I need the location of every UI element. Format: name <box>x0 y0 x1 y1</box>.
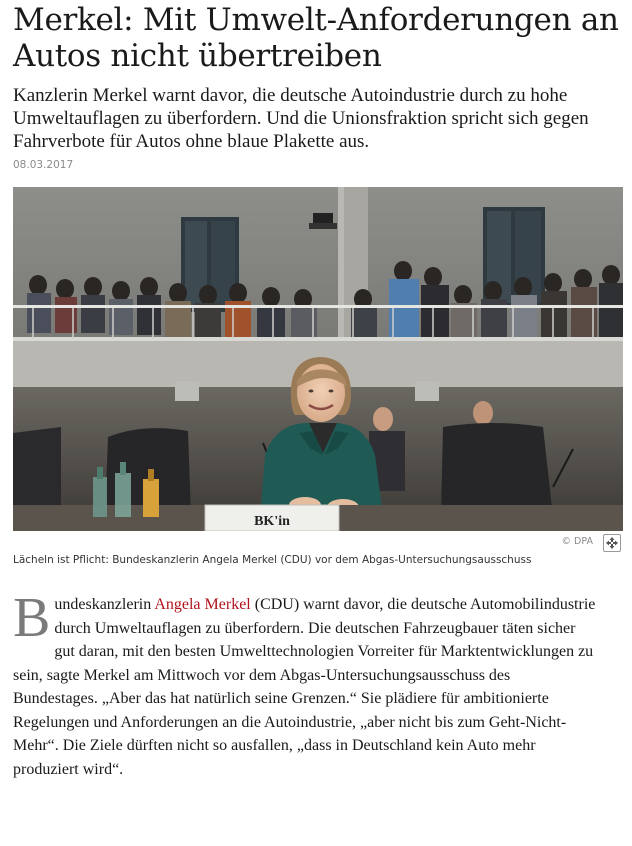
body-lead: undeskanzlerin <box>54 596 155 613</box>
publish-date: 08.03.2017 <box>13 159 74 171</box>
photo-illustration <box>13 187 623 531</box>
nameplate-text: BK'in <box>254 514 290 529</box>
article-body <box>13 587 598 781</box>
article <box>13 0 623 781</box>
article-photo[interactable] <box>13 187 623 531</box>
dropcap: B <box>13 587 51 649</box>
body-rest: (CDU) warnt davor, die deutsche Automobilindustrie durch Umweltauflagen zu überfordern. Die deutschen Fahrzeugbauer täten sicher gut daran, mit den besten Umwelttechnologien Vorreiter für Marktentwicklungen zu sein, sagte Merkel am Mittwoch vor dem Abgas-Untersuchungsausschuss des Bundestages. „Aber das hat natürlich seine Grenzen.“ Sie plädiere für ambitionierte Regelungen und Anforderungen an die Autoindustrie, „aber nicht bis zum Geht-Nicht-Mehr“. Die Ziele dürften nicht so ausfallen, „dass in Deutschland kein Auto mehr produziert wird“. <box>13 596 596 778</box>
expand-glyph <box>606 537 618 549</box>
photo-caption: Lächeln ist Pflicht: Bundeskanzlerin Angela Merkel (CDU) vor dem Abgas-Untersuchungsausschuss <box>13 554 532 566</box>
image-meta <box>13 531 623 551</box>
teaser: Kanzlerin Merkel warnt davor, die deutsche Autoindustrie durch zu hohe Umweltauflagen zu überfordern. Und die Unionsfraktion spricht sich gegen Fahrverbote für Autos ohne blaue Plakette aus. <box>13 85 589 152</box>
headline: Merkel: Mit Umwelt-Anforderungen an Autos nicht übertreiben <box>13 2 619 74</box>
photo-credit: © DPA <box>561 536 593 547</box>
person-link-angela-merkel[interactable]: Angela Merkel <box>154 596 251 613</box>
expand-arrows-icon[interactable] <box>603 534 621 552</box>
